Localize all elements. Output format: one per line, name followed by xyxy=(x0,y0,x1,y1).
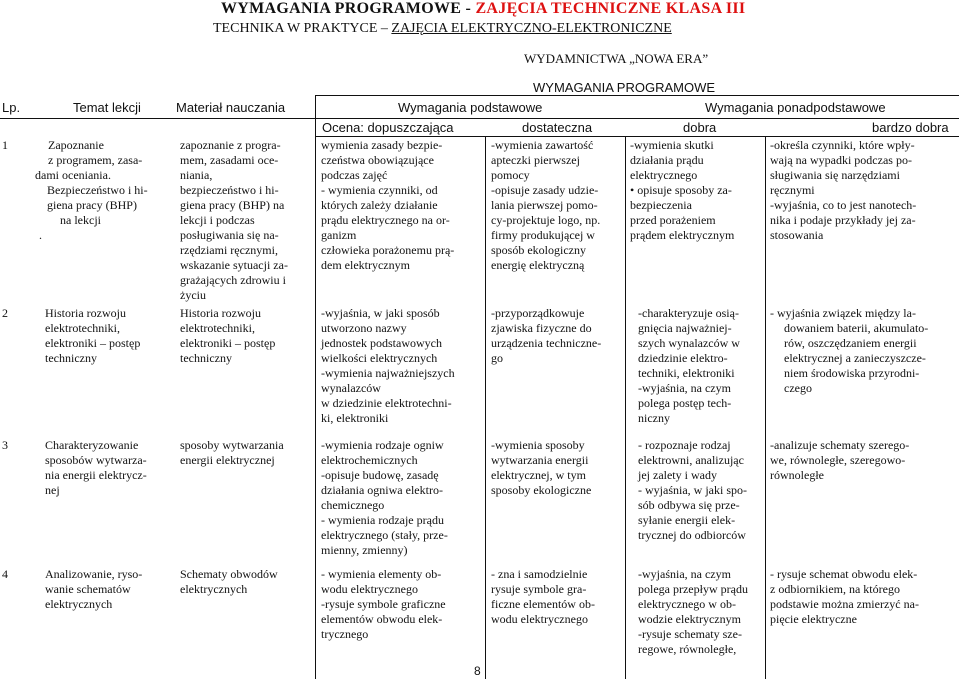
row-2-material: Historia rozwoju elektrotechniki, elektroniki – postęp techniczny xyxy=(180,306,276,365)
row-2-dobra: -charakteryzuje osią- gnięcia najważniej- szych wynalazców w dziedzinie elektro- techniki, elektroniki -wyjaśnia, na czym polega postęp tech- niczny xyxy=(638,306,740,425)
row-2-lp: 2 xyxy=(2,306,8,320)
row-2-temat: Historia rozwoju elektrotechniki, elektroniki – postęp techniczny xyxy=(45,306,141,365)
col-material: Materiał nauczania xyxy=(176,100,286,115)
col-ocena: Ocena: dopuszczająca xyxy=(322,120,454,135)
row-3-dostateczna: -wymienia sposoby wytwarzania energii elektrycznej, w tym sposoby ekologiczne xyxy=(491,438,592,497)
row-3-dobra: - rozpoznaje rodzaj elektrowni, analizując jej zalety i wady - wyjaśnia, w jaki spo- sób odbywa się prze- syłanie energii elek- trycznej do odbiorców xyxy=(638,438,747,542)
rule-subheader xyxy=(315,136,959,137)
row-2-dopuszczajaca: -wyjaśnia, w jaki sposób utworzono nazwy jednostek podstawowych wielkości elektrycznych -wymienia najważniejszych wynalazców w dziedzinie elektrotechni- ki, elektroniki xyxy=(321,306,455,425)
publisher-line: WYDAMNICTWA „NOWA ERA” xyxy=(524,51,709,66)
rule-top xyxy=(315,95,959,96)
document-subtitle: TECHNIKA W PRAKTYCE – ZAJĘCIA ELEKTRYCZNO-ELEKTRONICZNE xyxy=(213,21,672,36)
row-4-dobra: -wyjaśnia, na czym polega przepływ prądu elektrycznego w ob- wodzie elektrycznym -rysuje schematy sze- regowe, równoległe, xyxy=(638,567,748,656)
col-podstawowe: Wymagania podstawowe xyxy=(398,100,543,115)
col-dobra: dobra xyxy=(683,120,717,135)
row-4-lp: 4 xyxy=(2,567,8,581)
row-1-material: zapoznanie z progra- mem, zasadami oce- niania, bezpieczeństwo i hi- giena pracy (BHP) na lekcji i podczas posługiwania się na- rzędziami ręcznymi, wskazanie sytuacji za- grażających zdrowiu i życiu xyxy=(180,138,288,302)
rule-col-2 xyxy=(485,136,486,679)
row-4-temat: Analizowanie, ryso- wanie schematów elektrycznych xyxy=(45,567,143,611)
row-3-material: sposoby wytwarzania energii elektrycznej xyxy=(180,438,284,467)
row-4-bardzo-dobra: - rysuje schemat obwodu elek- z odbiornikiem, na którego podstawie można zmierzyć na- pięcie elektryczne xyxy=(770,567,919,626)
row-3-dopuszczajaca: -wymienia rodzaje ogniw elektrochemicznych -opisuje budowę, zasadę działania ogniwa elektro- chemicznego - wymienia rodzaje prądu elektrycznego (stały, prze- mienny, zmienny) xyxy=(321,438,448,557)
row-4-material: Schematy obwodów elektrycznych xyxy=(180,567,278,596)
row-3-bardzo-dobra: -analizuje schematy szerego- we, równoległe, szeregowo- równoległe xyxy=(770,438,910,482)
section-title: WYMAGANIA PROGRAMOWE xyxy=(533,80,716,95)
col-lp: Lp. xyxy=(2,100,21,115)
rule-col-1 xyxy=(315,95,316,679)
col-ponadpodstawowe: Wymagania ponadpodstawowe xyxy=(705,100,886,115)
row-1-lp: 1 xyxy=(2,138,8,152)
col-dostateczna: dostateczna xyxy=(522,120,593,135)
rule-header xyxy=(0,118,959,119)
document-title: WYMAGANIA PROGRAMOWE - ZAJĘCIA TECHNICZNE KLASA III xyxy=(221,0,746,17)
row-1-dostateczna: -wymienia zawartość apteczki pierwszej pomocy -opisuje zasady udzie- lania pierwszej pomo- cy-projektuje logo, np. firmy produkującej w sposób ekologiczny energię elektryczną xyxy=(491,138,601,272)
row-3-lp: 3 xyxy=(2,438,8,452)
row-2-bardzo-dobra: - wyjaśnia związek między la- dowaniem baterii, akumulato- rów, oszczędzaniem energii elektrycznej a zanieczyszcze- niem środowiska przyrodni- czego xyxy=(770,306,929,395)
row-2-dostateczna: -przyporządkowuje zjawiska fizyczne do urządzenia techniczne- go xyxy=(491,306,602,365)
rule-col-3 xyxy=(625,136,626,679)
row-4-dopuszczajaca: - wymienia elementy ob- wodu elektrycznego -rysuje symbole graficzne elementów obwodu elek- trycznego xyxy=(321,567,446,641)
row-1-temat: Zapoznanie z programem, zasa- dami oceniania. Bezpieczeństwo i hi- giena pracy (BHP) na lekcji . xyxy=(35,138,148,242)
row-1-bardzo-dobra: -określa czynniki, które wpły- wają na wypadki podczas po- sługiwania się narzędziami ręcznymi -wyjaśnia, co to jest nanotech- nika i podaje przykłady jej za- stosowania xyxy=(770,138,917,242)
row-3-temat: Charakteryzowanie sposobów wytwarza- nia energii elektrycz- nej xyxy=(45,438,147,497)
page-number: 8 xyxy=(474,664,481,678)
row-4-dostateczna: - zna i samodzielnie rysuje symbole gra- ficzne elementów ob- wodu elektrycznego xyxy=(491,567,595,626)
col-temat: Temat lekcji xyxy=(73,100,141,115)
row-1-dopuszczajaca: wymienia zasady bezpie- czeństwa obowiązujące podczas zajęć - wymienia czynniki, od których zależy działanie prądu elektrycznego na or- ganizm człowieka porażonemu prą- dem elektrycznym xyxy=(321,138,455,272)
col-bardzo-dobra: bardzo dobra xyxy=(872,120,949,135)
rule-col-4 xyxy=(765,136,766,679)
row-1-dobra: -wymienia skutki działania prądu elektrycznego • opisuje sposoby za- bezpieczenia przed porażeniem prądem elektrycznym xyxy=(630,138,735,242)
